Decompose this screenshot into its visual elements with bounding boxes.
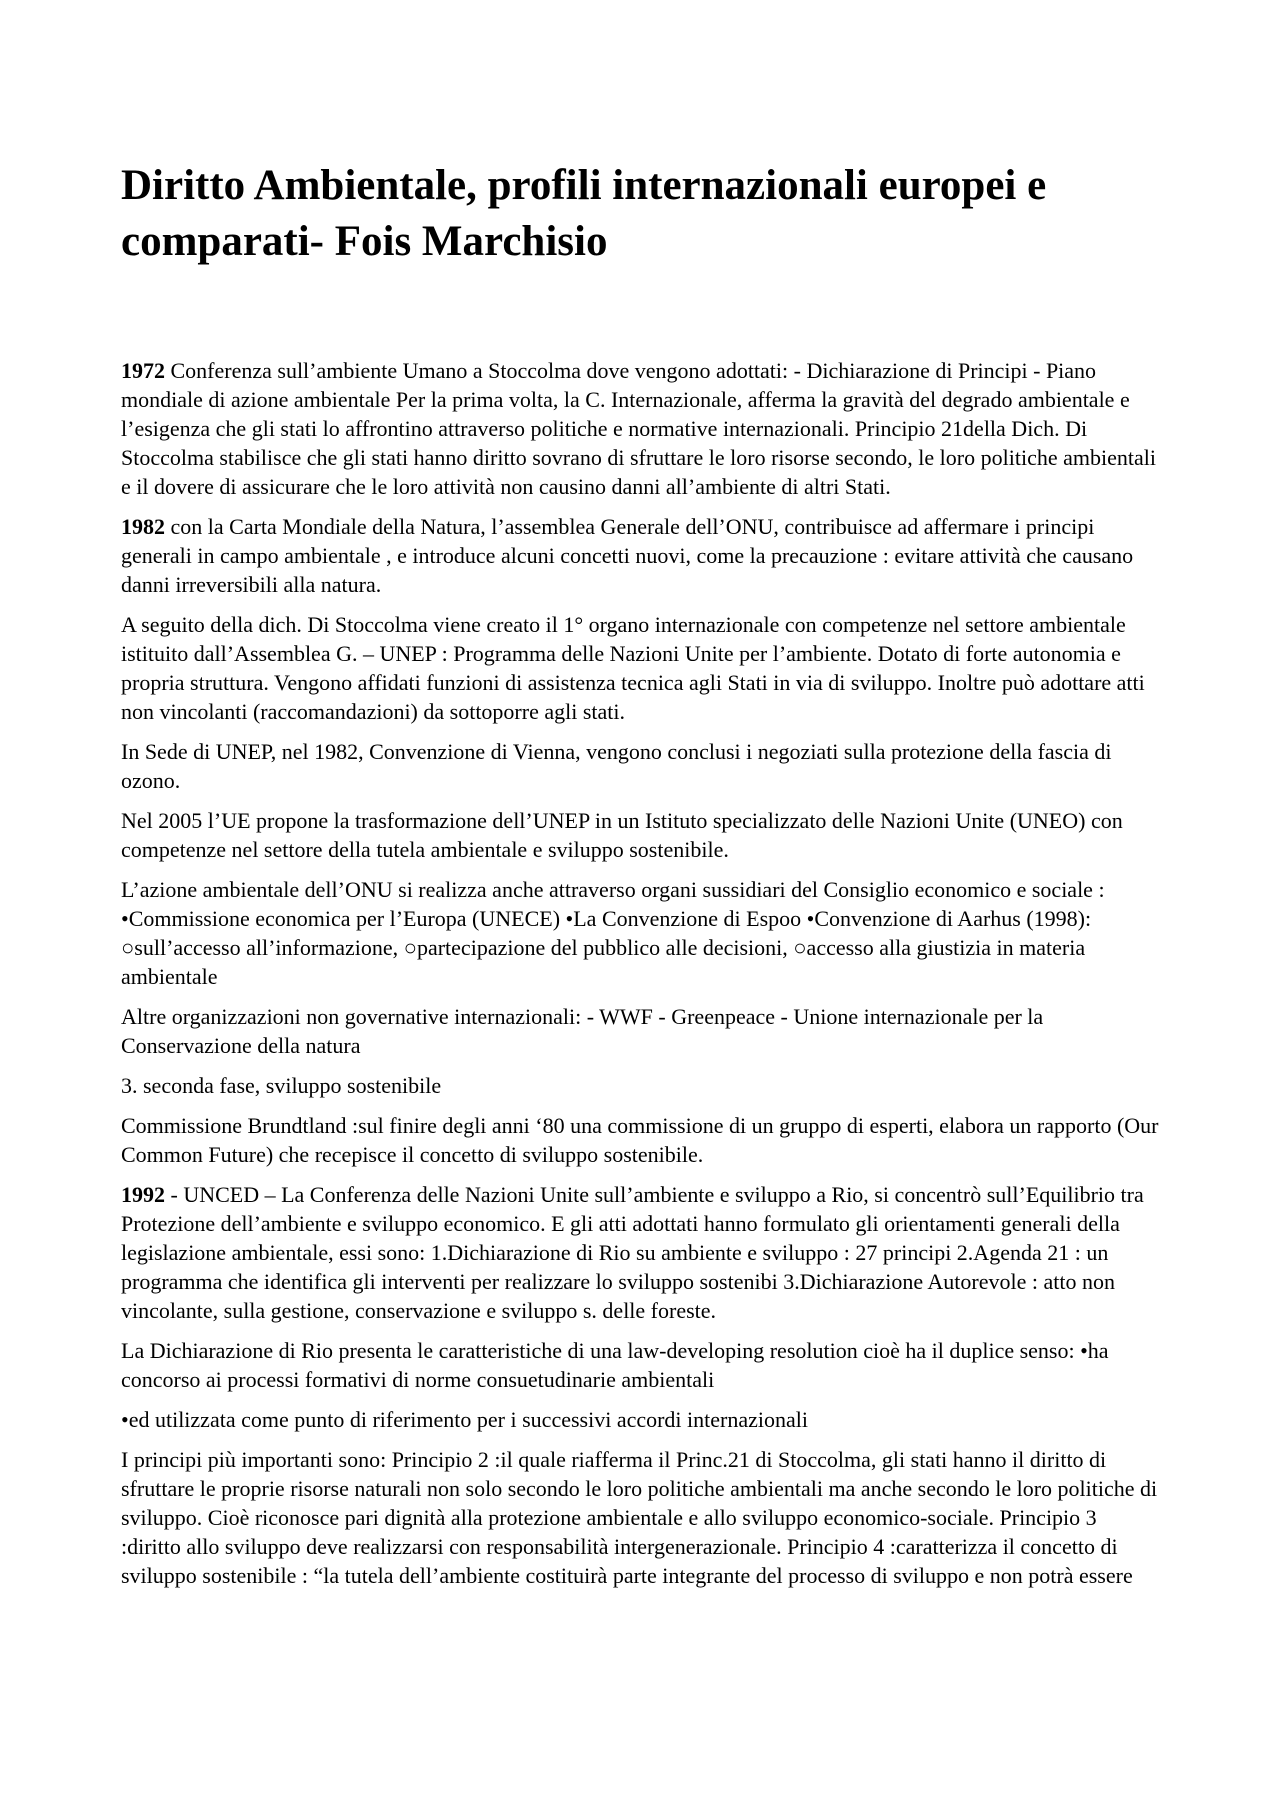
year-label: 1992: [121, 1182, 165, 1207]
year-label: 1972: [121, 358, 165, 383]
section-heading-sustainable-development: 3. seconda fase, sviluppo sostenibile: [121, 1073, 442, 1098]
paragraph-brundtland: Commissione Brundtland :sul finire degli anni ‘80 una commissione di un gruppo di esperti, elabora un rapporto (Our Common Future) che recepisce il concetto di sviluppo sostenibile.: [121, 1113, 1159, 1167]
paragraph-vienna: In Sede di UNEP, nel 1982, Convenzione di Vienna, vengono conclusi i negoziati sulla protezione della fascia di ozono.: [121, 739, 1112, 793]
paragraph-rio-declaration: La Dichiarazione di Rio presenta le caratteristiche di una law-developing resolution cioè ha il duplice senso: •ha concorso ai processi formativi di norme consuetudinarie ambientali: [121, 1338, 1109, 1392]
year-label: 1982: [121, 514, 165, 539]
paragraph-ngo: Altre organizzazioni non governative internazionali: - WWF - Greenpeace - Unione internazionale per la Conservazione della natura: [121, 1004, 1044, 1058]
paragraph-text: Conferenza sull’ambiente Umano a Stoccolma dove vengono adottati: - Dichiarazione di Principi - Piano mondiale di azione ambientale Per la prima volta, la C. Internazionale, afferma la gravità del degrado ambientale e l’esigenza che gli stati lo affrontino attraverso politiche e normative internazionali. Principio 21della Dich. Di Stoccolma stabilisce che gli stati hanno diritto sovrano di sfruttare le loro risorse secondo, le loro politiche ambientali e il dovere di assicurare che le loro attività non causino danni all’ambiente di altri Stati.: [121, 358, 1156, 499]
paragraph-1982: [121, 512, 1161, 599]
paragraph-rio-bullet: •ed utilizzata come punto di riferimento per i successivi accordi internazionali: [121, 1407, 808, 1432]
document-page: [121, 158, 1161, 1601]
document-body: [121, 356, 1161, 1590]
paragraph-1992: [121, 1180, 1161, 1325]
paragraph-onu-organs: L’azione ambientale dell’ONU si realizza anche attraverso organi sussidiari del Consiglio economico e sociale : •Commissione economica per l’Europa (UNECE) •La Convenzione di Espoo •Convenzione di Aarhus (1998): ○sull’accesso all’informazione, ○partecipazione del pubblico alle decisioni, ○accesso alla giustizia in materia ambientale: [121, 877, 1105, 989]
paragraph-text: con la Carta Mondiale della Natura, l’assemblea Generale dell’ONU, contribuisce ad affermare i principi generali in campo ambientale , e introduce alcuni concetti nuovi, come la precauzione : evitare attività che causano danni irreversibili alla natura.: [121, 514, 1134, 597]
paragraph-1972: [121, 356, 1161, 501]
paragraph-unep: A seguito della dich. Di Stoccolma viene creato il 1° organo internazionale con competenze nel settore ambientale istituito dall’Assemblea G. – UNEP : Programma delle Nazioni Unite per l’ambiente. Dotato di forte autonomia e propria struttura. Vengono affidati funzioni di assistenza tecnica agli Stati in via di sviluppo. Inoltre può adottare atti non vincolanti (raccomandazioni) da sottoporre agli stati.: [121, 612, 1145, 724]
document-title: Diritto Ambientale, profili internazionali europei e comparati- Fois Marchisio: [121, 162, 1047, 265]
paragraph-principles: I principi più importanti sono: Principio 2 :il quale riafferma il Princ.21 di Stoccolma, gli stati hanno il diritto di sfruttare le proprie risorse naturali non solo secondo le loro politiche ambientali ma anche secondo le loro politiche di sviluppo. Cioè riconosce pari dignità alla protezione ambientale e allo sviluppo economico-sociale. Principio 3 :diritto allo sviluppo deve realizzarsi con responsabilità intergenerazionale. Principio 4 :caratterizza il concetto di sviluppo sostenibile : “la tutela dell’ambiente costituirà parte integrante del processo di sviluppo e non potrà essere: [121, 1447, 1158, 1588]
paragraph-text: - UNCED – La Conferenza delle Nazioni Unite sull’ambiente e sviluppo a Rio, si concentrò sull’Equilibrio tra Protezione dell’ambiente e sviluppo economico. E gli atti adottati hanno formulato gli orientamenti generali della legislazione ambientale, essi sono: 1.Dichiarazione di Rio su ambiente e sviluppo : 27 principi 2.Agenda 21 : un programma che identifica gli interventi per realizzare lo sviluppo sostenibi 3.Dichiarazione Autorevole : atto non vincolante, sulla gestione, conservazione e sviluppo s. delle foreste.: [121, 1182, 1144, 1323]
paragraph-uneo: Nel 2005 l’UE propone la trasformazione dell’UNEP in un Istituto specializzato delle Nazioni Unite (UNEO) con competenze nel settore della tutela ambientale e sviluppo sostenibile.: [121, 808, 1123, 862]
